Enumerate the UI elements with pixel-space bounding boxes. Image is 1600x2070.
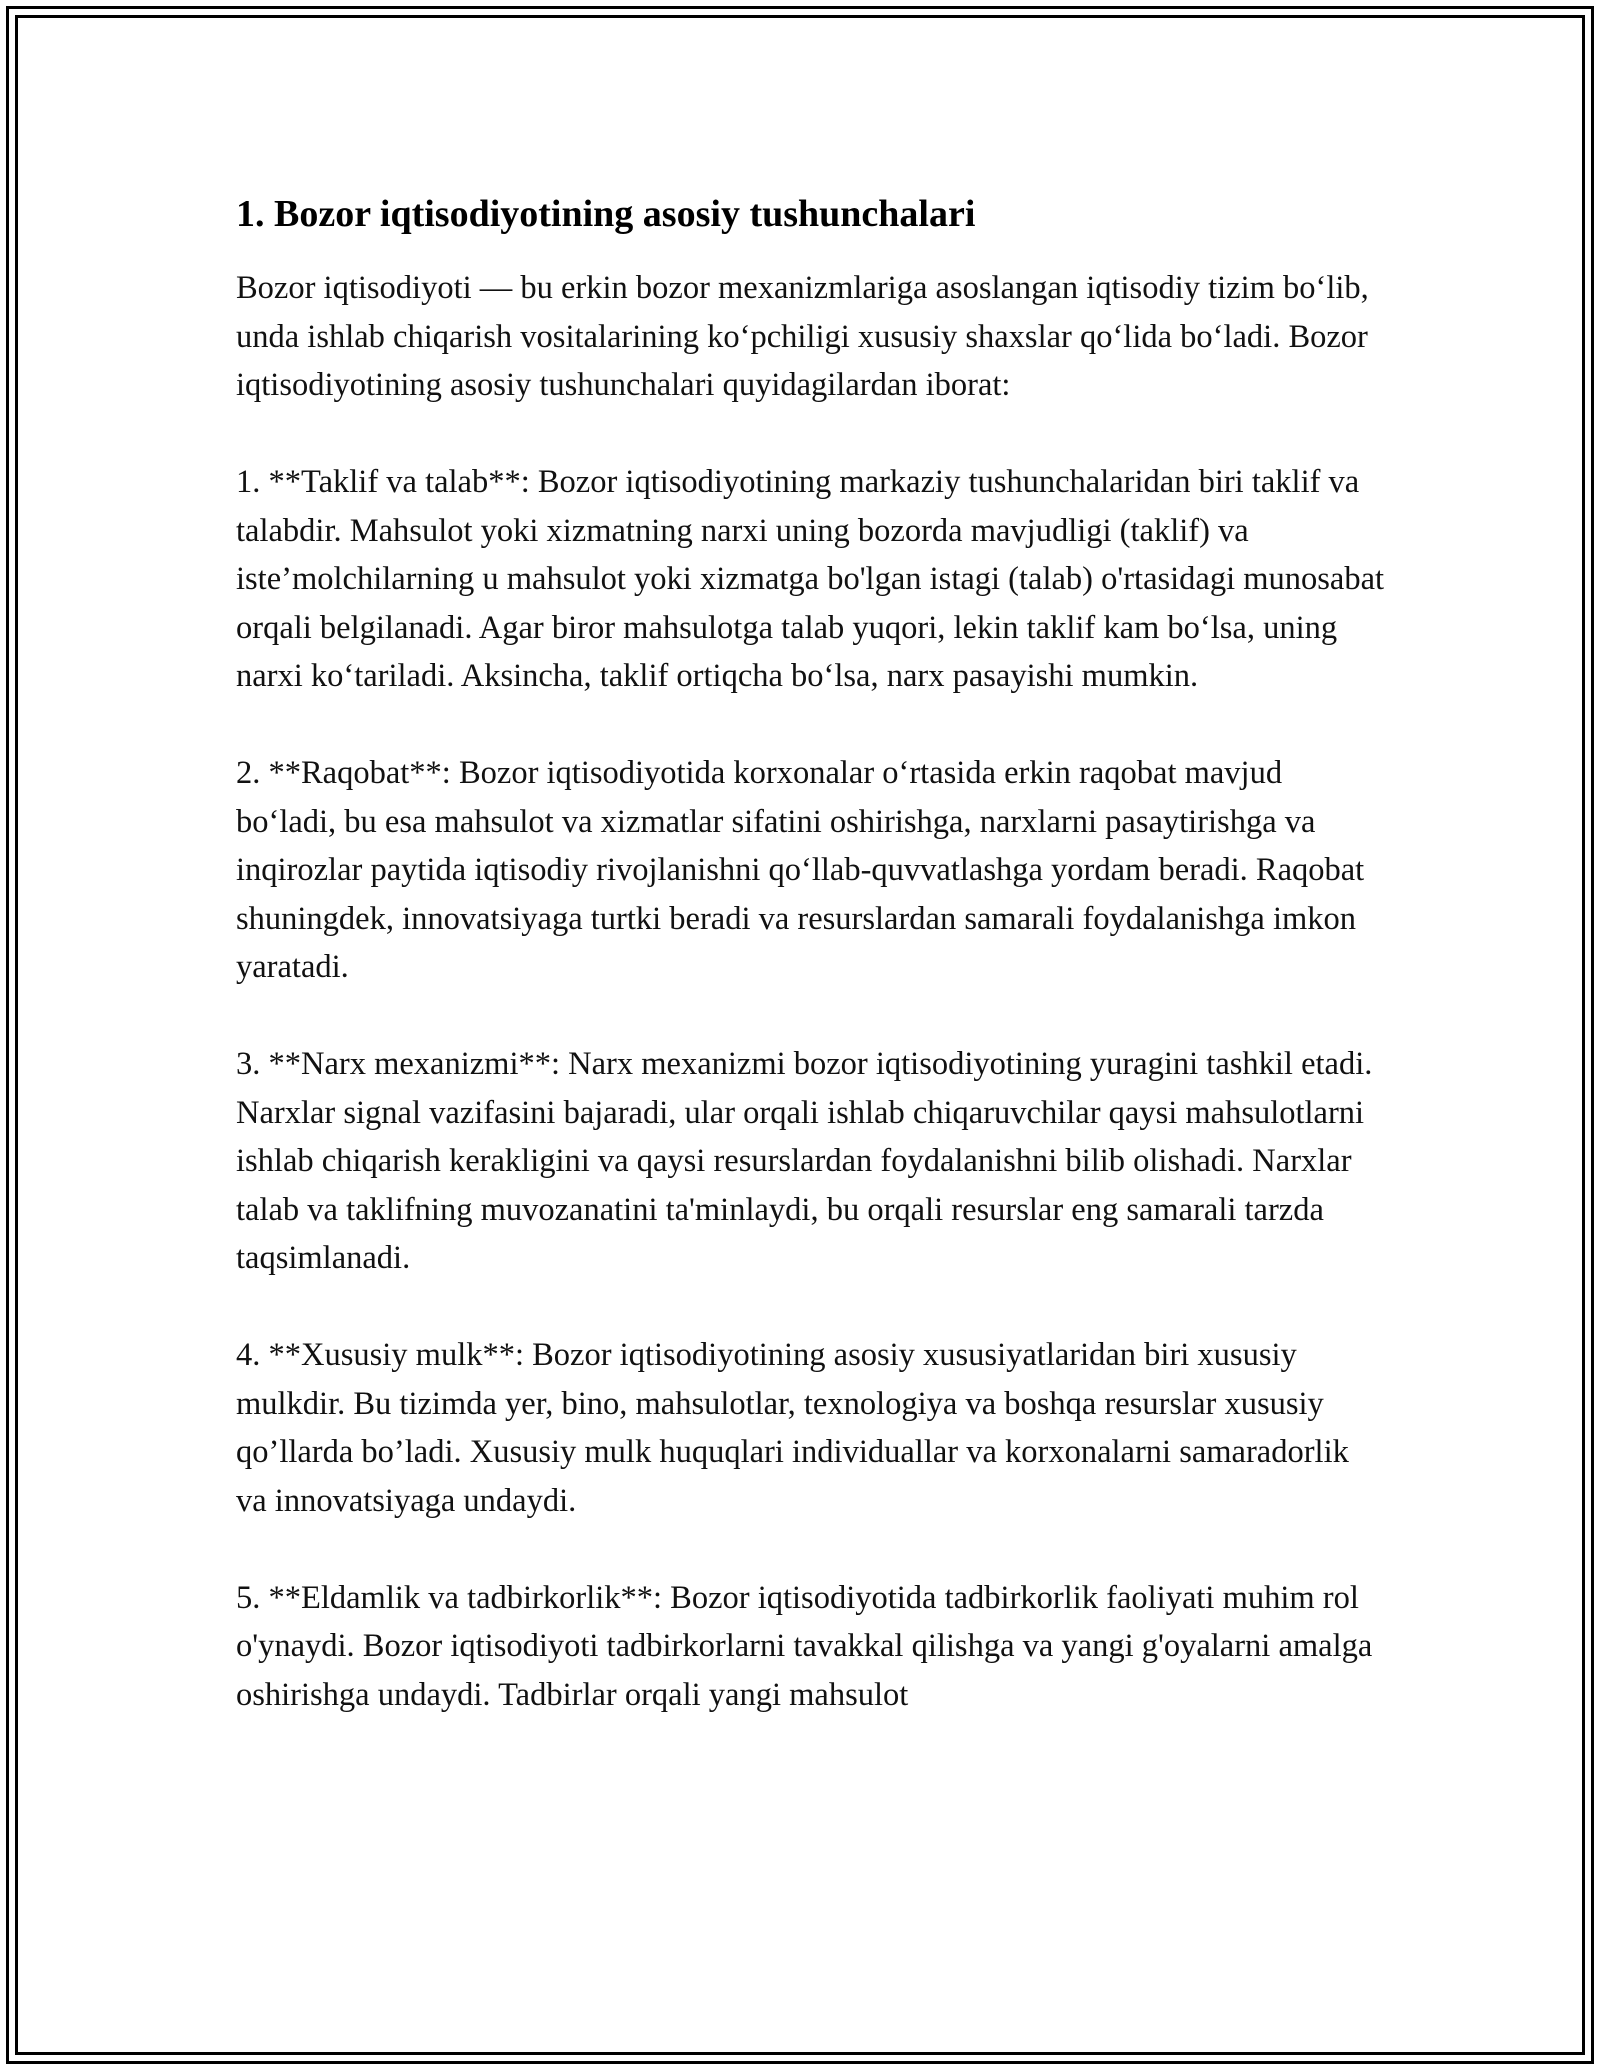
document-title: 1. Bozor iqtisodiyotining asosiy tushunchalari (236, 193, 976, 235)
paragraph-competition: 2. **Raqobat**: Bozor iqtisodiyotida korxonalar o‘rtasida erkin raqobat mavjud bo‘ladi, bu esa mahsulot va xizmatlar sifatini oshirishga, narxlarni pasaytirishga va inqirozlar paytida iqtisodiy rivojlanishni qo‘llab-quvvatlashga yordam beradi. Raqobat shuningdek, innovatsiyaga turtki beradi va resurslardan samarali foydalanishga imkon yaratadi. (236, 755, 1365, 985)
paragraph-private-property: 4. **Xususiy mulk**: Bozor iqtisodiyotining asosiy xususiyatlaridan biri xususiy mulkdir. Bu tizimda yer, bino, mahsulotlar, texnologiya va boshqa resurslar xususiy qo’llarda bo’ladi. Xususiy mulk huquqlari individuallar va korxonalarni samaradorlik va innovatsiyaga undaydi. (236, 1337, 1349, 1519)
paragraph-supply-demand: 1. **Taklif va talab**: Bozor iqtisodiyotining markaziy tushunchalaridan biri taklif va talabdir. Mahsulot yoki xizmatning narxi uning bozorda mavjudligi (taklif) va iste’molchilarning u mahsulot yoki xizmatga bo'lgan istagi (talab) o'rtasidagi munosabat orqali belgilanadi. Agar biror mahsulotga talab yuqori, lekin taklif kam bo‘lsa, uning narxi ko‘tariladi. Aksincha, taklif ortiqcha bo‘lsa, narx pasayishi mumkin. (236, 464, 1385, 694)
paragraph-intro: Bozor iqtisodiyoti — bu erkin bozor mexanizmlariga asoslangan iqtisodiy tizim bo‘lib, unda ishlab chiqarish vositalarining ko‘pchiligi xususiy shaxslar qo‘lida bo‘ladi. Bozor iqtisodiyotining asosiy tushunchalari quyidagilardan iborat: (236, 270, 1369, 403)
paragraph-price-mechanism: 3. **Narx mexanizmi**: Narx mexanizmi bozor iqtisodiyotining yuragini tashkil etadi. Narxlar signal vazifasini bajaradi, ular orqali ishlab chiqaruvchilar qaysi mahsulotlarni ishlab chiqarish kerakligini va qaysi resurslardan foydalanishni bilib olishadi. Narxlar talab va taklifning muvozanatini ta'minlaydi, bu orqali resurslar eng samarali tarzda taqsimlanadi. (236, 1046, 1373, 1276)
document-body (236, 186, 1386, 1768)
paragraph-entrepreneurship: 5. **Eldamlik va tadbirkorlik**: Bozor iqtisodiyotida tadbirkorlik faoliyati muhim rol o'ynaydi. Bozor iqtisodiyoti tadbirkorlarni tavakkal qilishga va yangi g'oyalarni amalga oshirishga undaydi. Tadbirlar orqali yangi mahsulot (236, 1579, 1373, 1713)
